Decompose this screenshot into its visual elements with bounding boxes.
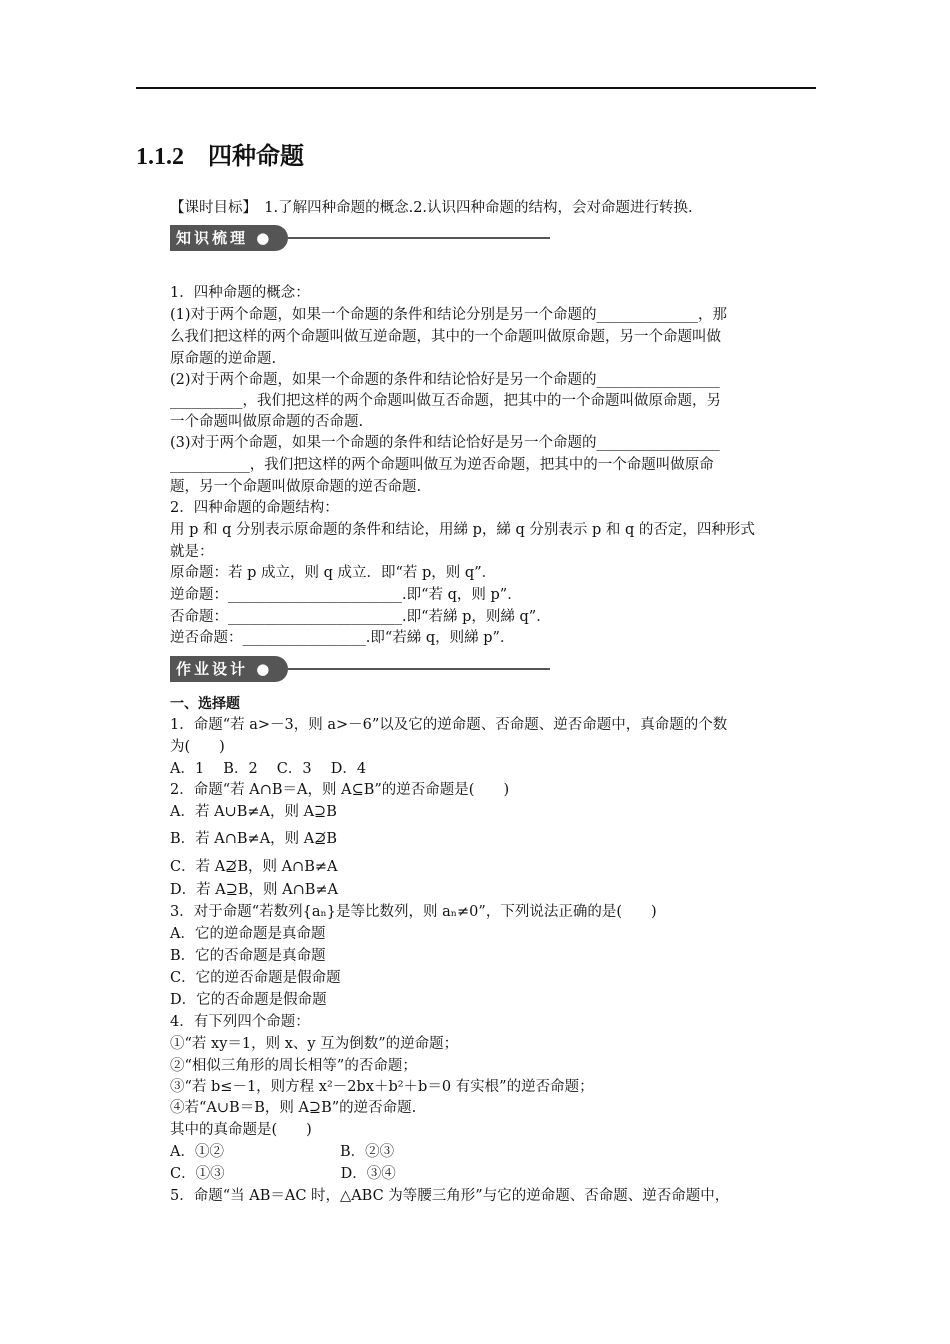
question-line: 其中的真命题是( ) — [170, 1122, 312, 1138]
option-line: C．①③ D．③④ — [170, 1166, 396, 1182]
knowledge-band-line — [288, 237, 550, 239]
knowledge-line: ___________，我们把这样的两个命题叫做互为逆否命题，把其中的一个命题叫做原命 — [170, 457, 714, 473]
knowledge-line: (3)对于两个命题，如果一个命题的条件和结论恰好是另一个命题的_________________ — [170, 435, 720, 451]
knowledge-line: 就是： — [170, 544, 214, 560]
knowledge-line: 用 p 和 q 分别表示原命题的条件和结论，用綈 p，綈 q 分别表示 p 和 q 的否定，四种形式 — [170, 522, 755, 538]
question-line: 4．有下列四个命题： — [170, 1014, 310, 1030]
lesson-title: 1.1.2 四种命题 — [136, 144, 304, 170]
knowledge-line: 一个命题叫做原命题的否命题. — [170, 414, 364, 430]
option-line: D．它的否命题是假命题 — [170, 992, 327, 1008]
knowledge-line: 逆命题：________________________.即“若 q，则 p”． — [170, 587, 522, 603]
question-line: 1．命题“若 a>－3，则 a>－6”以及它的逆命题、否命题、逆否命题中，真命题的个数 — [170, 717, 728, 733]
knowledge-line: 原命题：若 p 成立，则 q 成立．即“若 p，则 q”． — [170, 565, 497, 581]
statement-line: ③“若 b≤－1，则方程 x²－2bx＋b²＋b＝0 有实根”的逆否命题； — [170, 1079, 594, 1095]
knowledge-line: __________，我们把这样的两个命题叫做互否命题，把其中的一个命题叫做原命题，另 — [170, 393, 721, 409]
objective-line: 【课时目标】 1.了解四种命题的概念.2.认识四种命题的结构，会对命题进行转换. — [170, 200, 693, 216]
knowledge-line: 1．四种命题的概念： — [170, 285, 310, 301]
knowledge-band — [170, 225, 550, 251]
question-line: 3．对于命题“若数列{aₙ}是等比数列，则 aₙ≠0”，下列说法正确的是( ) — [170, 904, 657, 920]
knowledge-line: (2)对于两个命题，如果一个命题的条件和结论恰好是另一个命题的_________________ — [170, 372, 720, 388]
statement-line: ④若“A∪B＝B，则 A⊇B”的逆否命题. — [170, 1100, 417, 1116]
knowledge-line: 否命题：________________________.即“若綈 p，则綈 q”． — [170, 609, 551, 625]
option-line: A．若 A∪B≠A，则 A⊇B — [170, 804, 337, 820]
knowledge-line: 2．四种命题的命题结构： — [170, 500, 339, 516]
knowledge-line: 题，另一个命题叫做原命题的逆否命题. — [170, 479, 422, 495]
homework-band-label: 作业设计 ● — [170, 656, 288, 682]
knowledge-line: 么我们把这样的两个命题叫做互逆命题，其中的一个命题叫做原命题，另一个命题叫做 — [170, 329, 721, 345]
option-line: B．它的否命题是真命题 — [170, 948, 326, 964]
option-line: B．若 A∩B≠A，则 A⊉B — [170, 831, 338, 847]
knowledge-line: (1)对于两个命题，如果一个命题的条件和结论分别是另一个命题的______________，那 — [170, 307, 728, 323]
section-heading: 一、选择题 — [170, 696, 240, 712]
homework-band-line — [288, 668, 550, 670]
option-line: A．1 B．2 C．3 D．4 — [170, 761, 367, 777]
knowledge-line: 逆否命题：_________________.即“若綈 q，则綈 p”． — [170, 630, 515, 646]
question-line: 2．命题“若 A∩B＝A，则 A⊆B”的逆否命题是( ) — [170, 782, 510, 798]
statement-line: ②“相似三角形的周长相等”的否命题； — [170, 1058, 417, 1074]
statement-line: ①“若 xy＝1，则 x、y 互为倒数”的逆命题； — [170, 1036, 459, 1052]
question-line: 为( ) — [170, 739, 225, 755]
option-line: D．若 A⊇B，则 A∩B≠A — [170, 882, 339, 898]
knowledge-band-label: 知识梳理 ● — [170, 225, 288, 251]
option-line: C．它的逆否命题是假命题 — [170, 970, 341, 986]
option-line: A．①② B．②③ — [170, 1144, 395, 1160]
question-line: 5．命题“当 AB＝AC 时，△ABC 为等腰三角形”与它的逆命题、否命题、逆否命题中， — [170, 1188, 730, 1204]
option-line: A．它的逆命题是真命题 — [170, 926, 326, 942]
knowledge-line: 原命题的逆命题. — [170, 351, 277, 367]
option-line: C．若 A⊉B，则 A∩B≠A — [170, 859, 338, 875]
homework-band — [170, 656, 550, 682]
header-rule — [136, 87, 816, 89]
